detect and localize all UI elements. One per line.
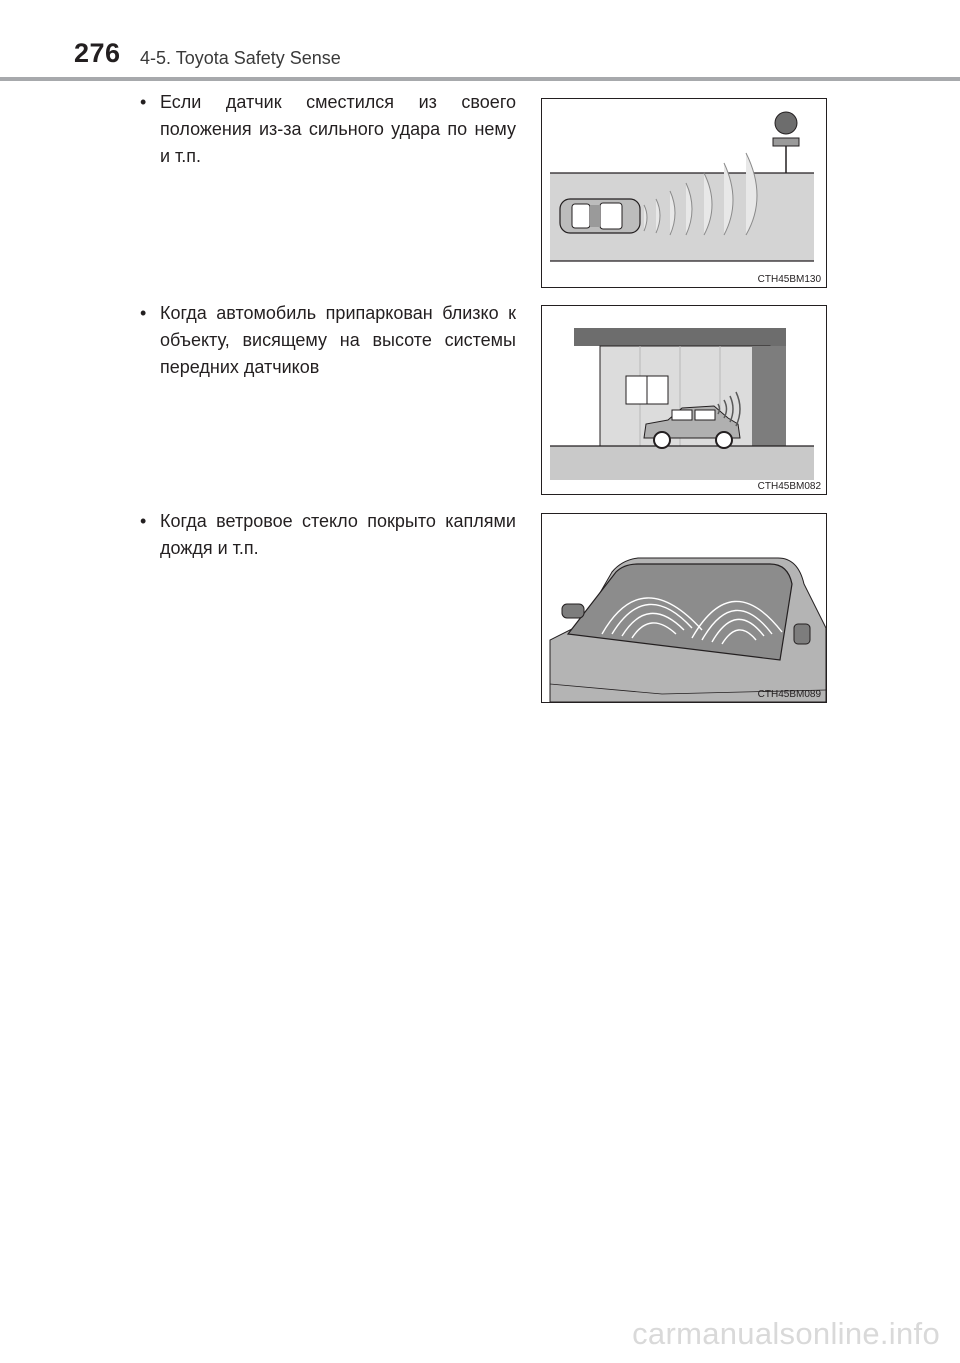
item-text: Когда автомобиль припаркован близко к объекту, висящему на высоте системы передних датчиков bbox=[160, 303, 516, 377]
section-title: 4-5. Toyota Safety Sense bbox=[140, 48, 341, 68]
bullet-icon: • bbox=[140, 92, 147, 112]
list-item bbox=[140, 89, 516, 170]
figure-parked-near-object bbox=[541, 305, 827, 495]
figure-code: CTH45BM089 bbox=[757, 689, 821, 700]
bullet-icon: • bbox=[140, 303, 147, 323]
item-text: Когда ветровое стекло покрыто каплями дождя и т.п. bbox=[160, 511, 516, 558]
bullet-icon: • bbox=[140, 511, 147, 531]
figure-rain-windshield bbox=[541, 513, 827, 703]
page-number: 276 bbox=[74, 38, 121, 68]
rainy-windshield-illustration bbox=[542, 514, 826, 702]
item-text: Если датчик сместился из своего положения из-за сильного удара по нему и т.п. bbox=[160, 92, 516, 166]
page-header bbox=[0, 0, 960, 82]
figure-code: CTH45BM130 bbox=[757, 274, 821, 285]
watermark: carmanualsonline.info bbox=[632, 1316, 940, 1351]
list-item bbox=[140, 508, 516, 562]
parked-car-illustration bbox=[542, 306, 826, 494]
figure-sensor-displaced bbox=[541, 98, 827, 288]
header-divider bbox=[0, 77, 960, 81]
sensor-displaced-illustration bbox=[542, 99, 826, 287]
figure-code: CTH45BM082 bbox=[757, 481, 821, 492]
list-item bbox=[140, 300, 516, 381]
